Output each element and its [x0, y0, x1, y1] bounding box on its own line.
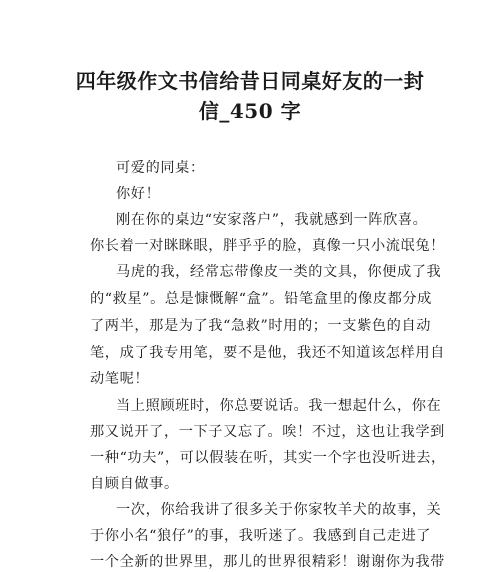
document-title-line-1: 四年级作文书信给昔日同桌好友的一封 — [75, 69, 425, 93]
paragraph-line: 一种“功夫”，可以假装在听，其实一个字也没听进去， — [90, 450, 446, 466]
paragraph-line: 的“救星”。总是慷慨解“盒”。铅笔盒里的像皮都分成 — [90, 291, 432, 307]
document-title-line-2: 信_450 字 — [198, 99, 302, 123]
salutation: 可爱的同桌： — [116, 160, 205, 176]
paragraph-line: 了两半，那是为了我“急救”时用的；一支紫色的自动 — [90, 318, 432, 334]
paragraph-line: 马虎的我，经常忘带像皮一类的文具，你便成了我 — [116, 264, 442, 280]
paragraph-line: 动笔呢！ — [90, 371, 150, 387]
paragraph-line: 笔，成了我专用笔，要不是他，我还不知道该怎样用自 — [90, 345, 445, 361]
paragraph-line: 你长着一对眯眯眼，胖乎乎的脸，真像一只小流氓兔！ — [90, 238, 445, 254]
paragraph-line: 一个全新的世界里，那儿的世界很精彩！谢谢你为我带 — [90, 554, 445, 570]
paragraph-line: 于你小名“狼仔”的事，我听迷了。我感到自己走进了 — [90, 528, 432, 544]
paragraph-line: 刚在你的桌边“安家落户”，我就感到一阵欣喜。 — [116, 212, 428, 228]
paragraph-line: 自顾自做事。 — [90, 476, 179, 492]
paragraph-line: 一次，你给我讲了很多关于你家牧羊犬的故事，关 — [116, 502, 442, 518]
paragraph-line: 当上照顾班时，你总要说话。我一想起什么，你在 — [116, 398, 442, 414]
greeting: 你好！ — [116, 186, 161, 202]
paragraph-line: 那又说开了，一下子又忘了。唉！不过，这也让我学到 — [90, 424, 445, 440]
